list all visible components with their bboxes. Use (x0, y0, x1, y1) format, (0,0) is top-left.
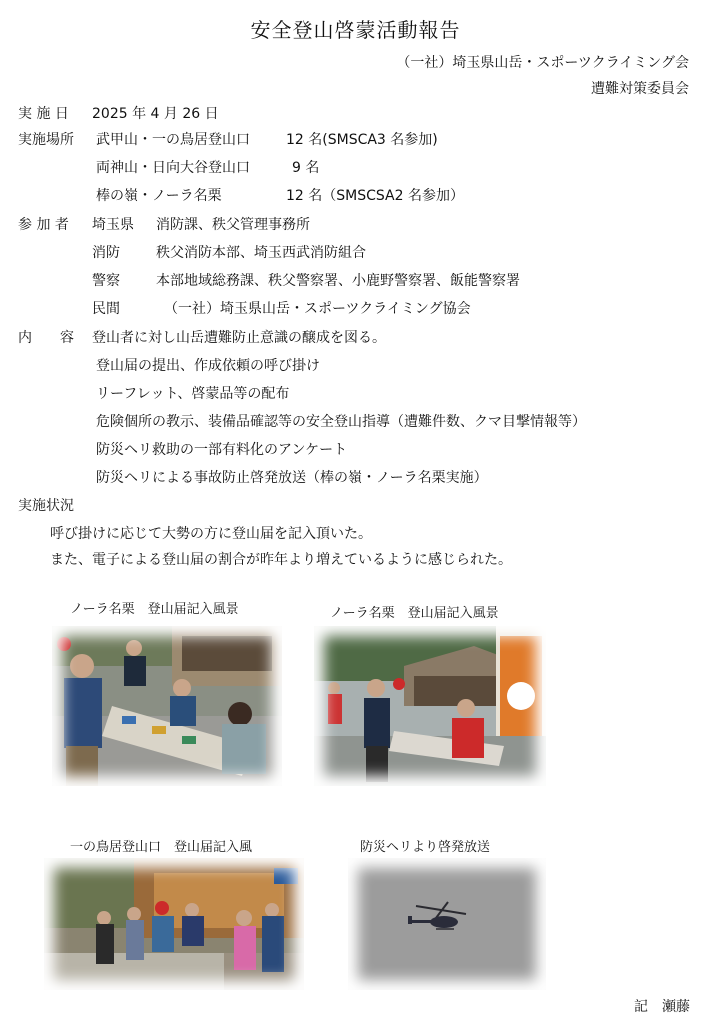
photo-registration-3-image (44, 858, 304, 990)
content-item: 防災ヘリによる事故防止啓発放送（棒の嶺・ノーラ名栗実施） (96, 470, 488, 486)
photo-registration-2 (314, 626, 546, 786)
status-line: 呼び掛けに応じて大勢の方に登山届を記入頂いた。 (50, 526, 372, 542)
photo-caption: 一の鳥居登山口 登山届記入風 (70, 840, 253, 855)
content-item: 登山者に対し山岳遭難防止意識の醸成を図る。 (92, 330, 386, 346)
participant-row-1 (18, 215, 310, 235)
content-row-1 (18, 328, 386, 348)
document-title: 安全登山啓蒙活動報告 (250, 18, 461, 42)
participant-group: 消防 (92, 245, 120, 261)
status-label: 実施状況 (18, 498, 74, 514)
venue-label: 実施場所 (18, 132, 74, 148)
participant-detail: （一社）埼玉県山岳・スポーツクライミング協会 (164, 301, 471, 317)
photo-registration-1 (52, 626, 282, 786)
participant-group: 埼玉県 (92, 217, 134, 233)
photo-helicopter-image (348, 858, 546, 990)
photo-registration-3 (44, 858, 304, 990)
participant-detail: 本部地域総務課、秩父警察署、小鹿野警察署、飯能警察署 (156, 273, 520, 289)
signature (634, 996, 690, 1016)
content-item: 登山届の提出、作成依頼の呼び掛け (96, 358, 320, 374)
participant-detail: 消防課、秩父管理事務所 (156, 217, 310, 233)
venue-count: 12 名（SMSCSA2 名参加） (286, 188, 464, 204)
venue-count: 12 名(SMSCA3 名参加) (286, 132, 438, 148)
participant-group: 民間 (92, 301, 120, 317)
photo-caption: 防災ヘリより啓発放送 (360, 840, 491, 855)
content-item: リーフレット、啓蒙品等の配布 (96, 386, 290, 402)
content-item: 防災ヘリ救助の一部有料化のアンケート (96, 442, 348, 458)
participant-row-2 (92, 243, 366, 263)
date-value: 2025 年 4 月 26 日 (92, 106, 219, 122)
venue-row-3 (96, 186, 464, 206)
signature-mark: 記 (634, 999, 648, 1015)
signature-name: 瀬藤 (662, 999, 690, 1015)
committee-name: 遭難対策委員会 (591, 81, 689, 97)
venue-place: 両神山・日向大谷登山口 (96, 160, 250, 176)
photo-registration-2-image (314, 626, 546, 786)
participant-group: 警察 (92, 273, 120, 289)
participant-label: 参 加 者 (18, 217, 69, 233)
venue-count: 9 名 (292, 160, 320, 176)
date-label: 実 施 日 (18, 106, 69, 122)
participant-detail: 秩父消防本部、埼玉西武消防組合 (156, 245, 366, 261)
org-name: （一社）埼玉県山岳・スポーツクライミング会 (396, 55, 689, 71)
photo-helicopter (348, 858, 546, 990)
venue-row-1 (18, 130, 438, 150)
participant-row-4 (92, 299, 471, 319)
participant-row-3 (92, 271, 520, 291)
photo-caption: ノーラ名栗 登山届記入風景 (70, 602, 239, 617)
venue-place: 武甲山・一の鳥居登山口 (96, 132, 250, 148)
venue-place: 棒の嶺・ノーラ名栗 (96, 188, 222, 204)
photo-registration-1-image (52, 626, 282, 786)
date-row (18, 104, 219, 124)
status-line: また、電子による登山届の割合が昨年より増えているように感じられた。 (50, 552, 512, 568)
photo-caption: ノーラ名栗 登山届記入風景 (330, 606, 499, 621)
venue-row-2 (96, 158, 319, 178)
content-label: 内 容 (18, 330, 74, 346)
content-item: 危険個所の教示、装備品確認等の安全登山指導（遭難件数、クマ目撃情報等） (96, 414, 586, 430)
